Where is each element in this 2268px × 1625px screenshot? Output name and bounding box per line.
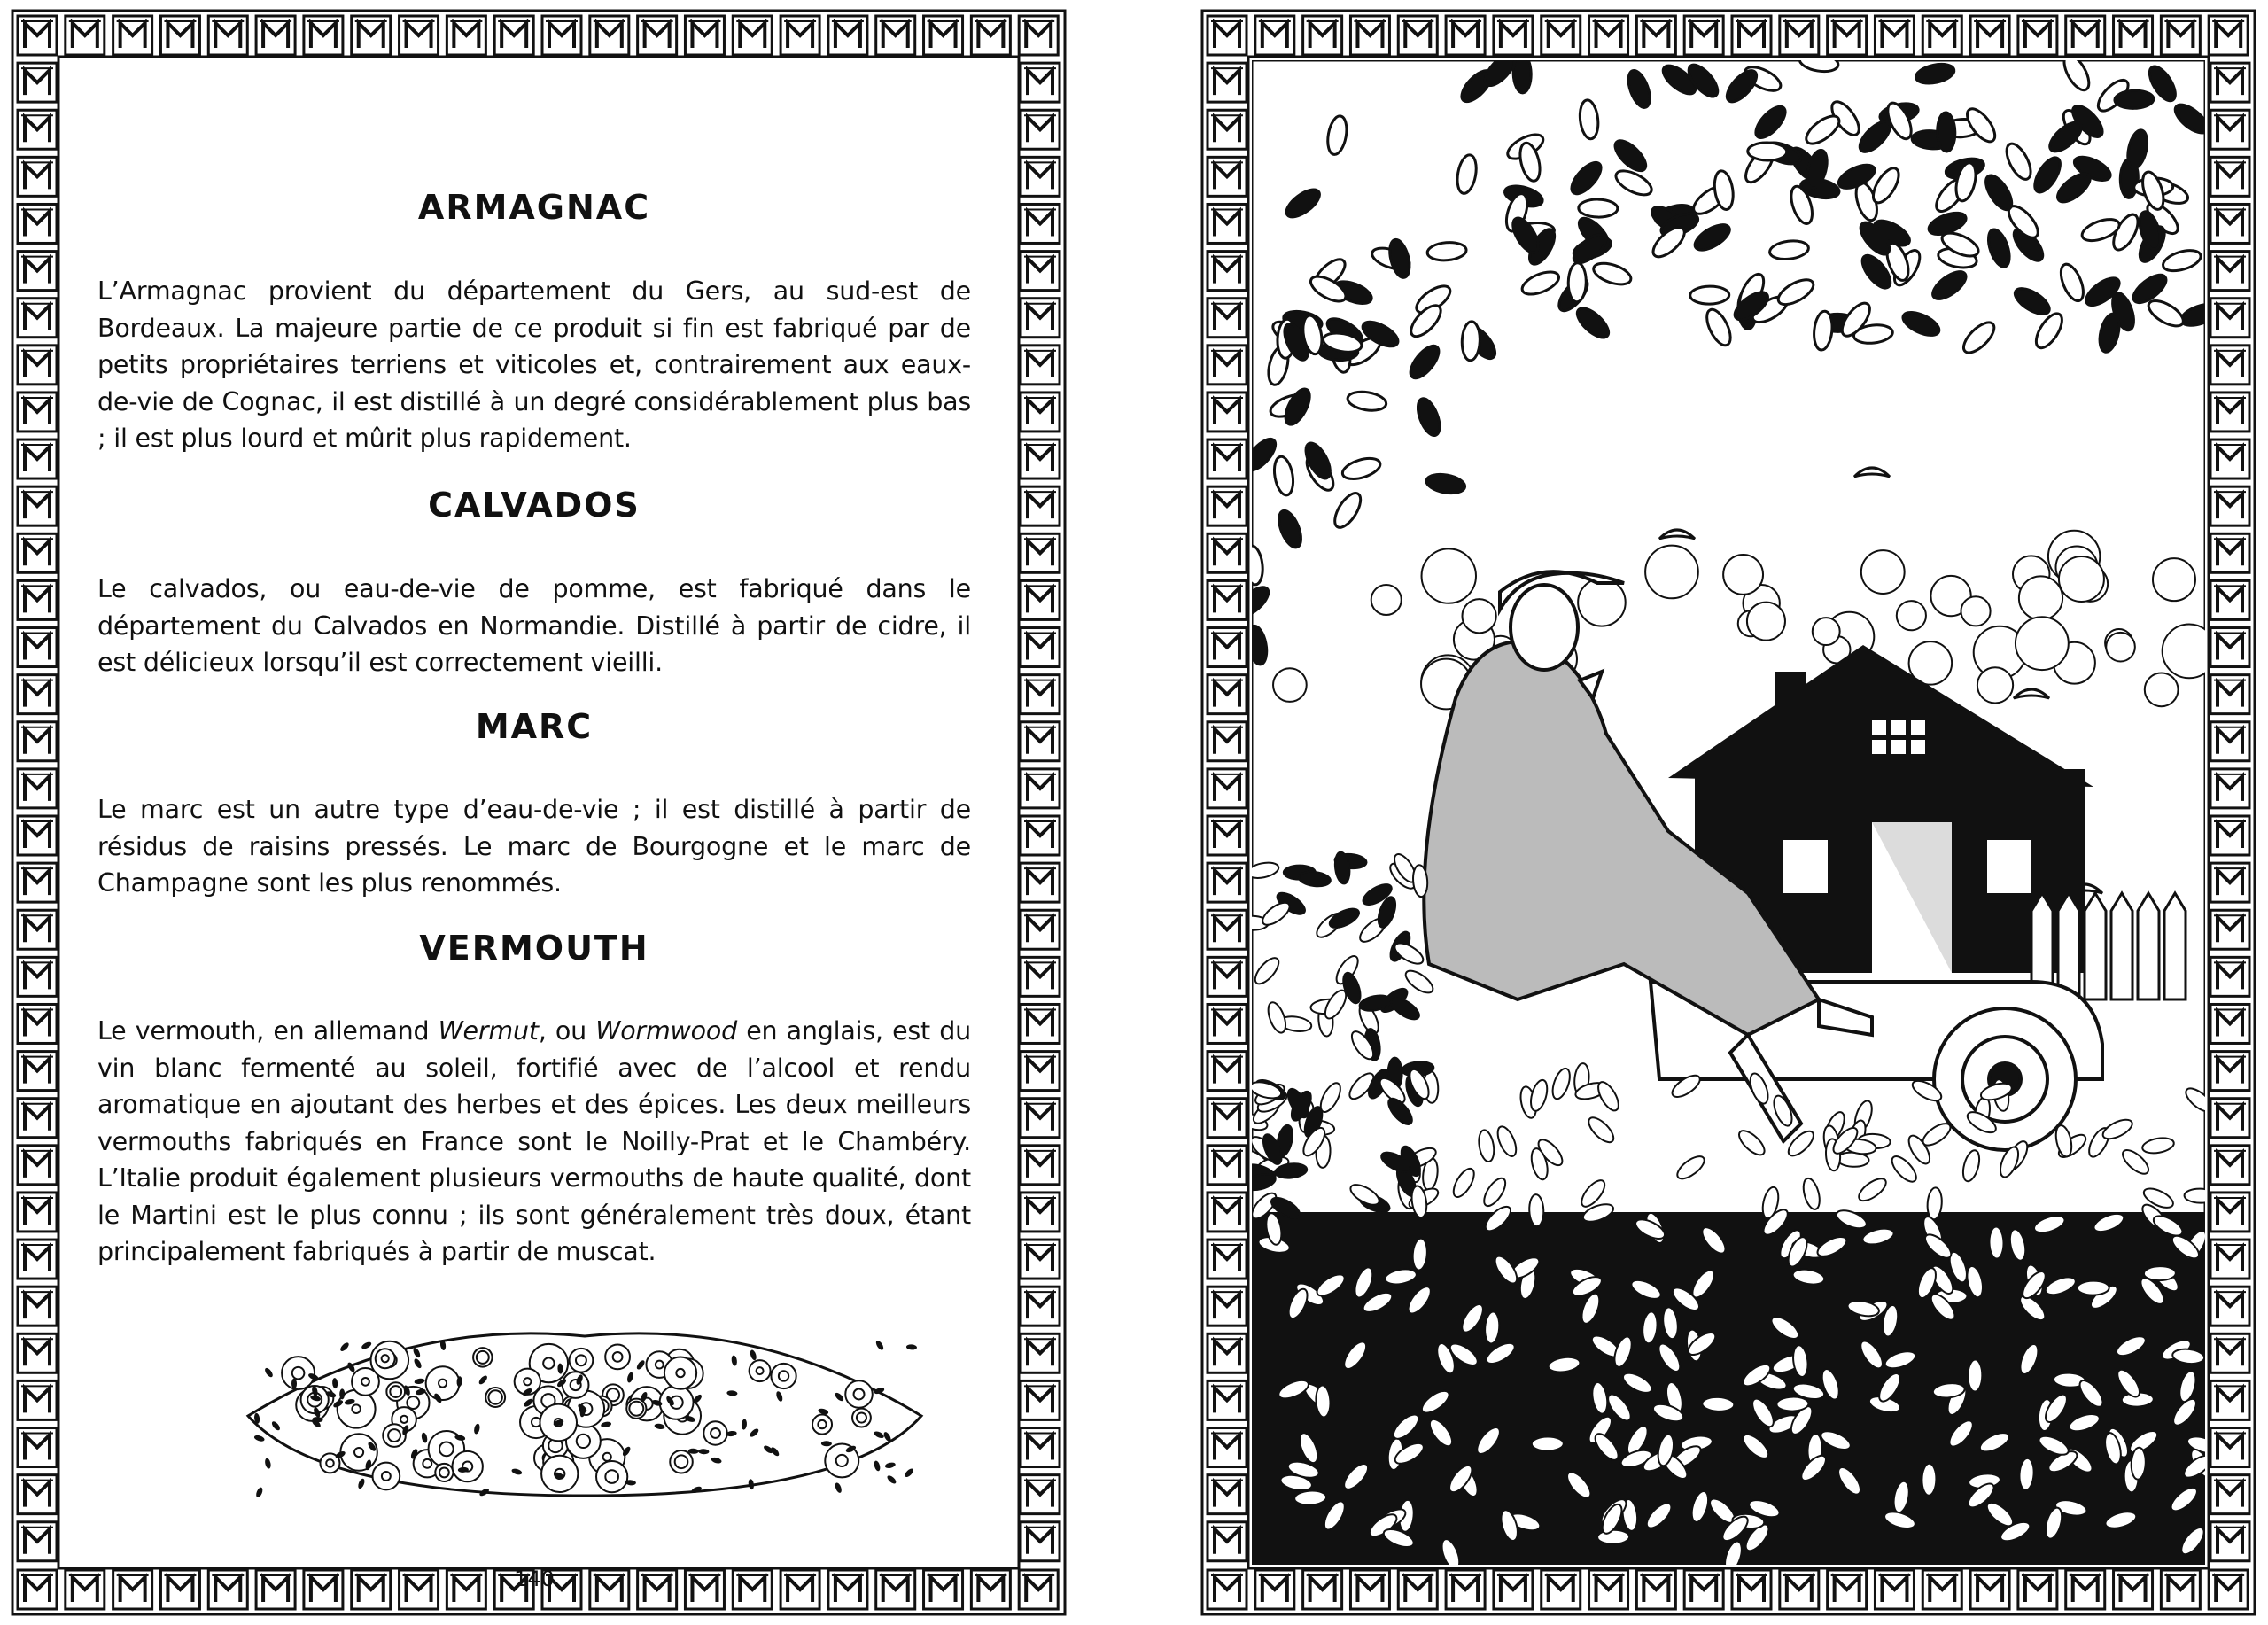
monogram-tile-icon (18, 580, 57, 619)
monogram-tile-icon (1255, 16, 1294, 55)
monogram-tile-icon (494, 16, 533, 55)
monogram-tile-icon (1732, 16, 1771, 55)
monogram-tile-icon (1970, 1570, 2009, 1609)
monogram-tile-icon (160, 16, 199, 55)
monogram-tile-icon (1255, 1570, 1294, 1609)
monogram-tile-icon (1021, 110, 1060, 149)
monogram-tile-icon (18, 1428, 57, 1467)
monogram-tile-icon (66, 16, 105, 55)
left-page (11, 9, 1067, 1616)
monogram-tile-icon (1208, 533, 1247, 572)
monogram-tile-icon (1208, 346, 1247, 385)
monogram-tile-icon (1208, 769, 1247, 808)
monogram-tile-icon (1208, 1052, 1247, 1091)
section-body-marc: Le marc est un autre type d’eau-de-vie ; il est distillé à partir de résidus de raisins pressés. Le marc de Bourgogne et le marc de Champagne sont les plus renommés. (97, 795, 971, 898)
monogram-tile-icon (1922, 16, 1961, 55)
monogram-tile-icon (1208, 1380, 1247, 1419)
monogram-tile-icon (1021, 910, 1060, 949)
monogram-tile-icon (18, 1570, 57, 1609)
vermouth-wormwood-italic: Wormwood (595, 1016, 737, 1046)
monogram-tile-icon (2210, 1004, 2249, 1043)
monogram-tile-icon (1021, 1240, 1060, 1279)
monogram-tile-icon (2210, 816, 2249, 855)
monogram-tile-icon (733, 16, 772, 55)
monogram-tile-icon (447, 16, 485, 55)
monogram-tile-icon (1494, 1570, 1533, 1609)
monogram-tile-icon (1684, 1570, 1723, 1609)
monogram-tile-icon (1303, 16, 1342, 55)
monogram-tile-icon (2114, 16, 2153, 55)
section-body-vermouth (97, 1013, 971, 1271)
monogram-tile-icon (2210, 1240, 2249, 1279)
monogram-tile-icon (1494, 16, 1533, 55)
monogram-tile-icon (1021, 722, 1060, 761)
monogram-tile-icon (1021, 769, 1060, 808)
monogram-tile-icon (542, 16, 581, 55)
monogram-tile-icon (1350, 1570, 1389, 1609)
section-title-armagnac: ARMAGNAC (417, 188, 651, 227)
monogram-tile-icon (1636, 16, 1675, 55)
monogram-tile-icon (1021, 863, 1060, 902)
monogram-tile-icon (1208, 1570, 1247, 1609)
monogram-tile-icon (1970, 16, 2009, 55)
monogram-tile-icon (18, 299, 57, 338)
monogram-tile-icon (18, 439, 57, 478)
monogram-tile-icon (2210, 1099, 2249, 1138)
monogram-tile-icon (18, 1193, 57, 1232)
vermouth-text-1: Le vermouth, en allemand (97, 1016, 439, 1046)
monogram-tile-icon (1542, 16, 1581, 55)
monogram-tile-icon (1208, 957, 1247, 996)
monogram-tile-icon (2210, 769, 2249, 808)
monogram-tile-icon (1021, 157, 1060, 196)
monogram-tile-icon (2210, 1522, 2249, 1561)
monogram-tile-icon (1208, 1287, 1247, 1326)
monogram-tile-icon (2210, 722, 2249, 761)
monogram-tile-icon (2018, 1570, 2057, 1609)
monogram-tile-icon (2210, 1193, 2249, 1232)
monogram-tile-icon (18, 157, 57, 196)
monogram-tile-icon (18, 393, 57, 432)
monogram-tile-icon (971, 1570, 1010, 1609)
monogram-tile-icon (1732, 1570, 1771, 1609)
monogram-tile-icon (1875, 16, 1914, 55)
monogram-tile-icon (2210, 1052, 2249, 1091)
monogram-tile-icon (18, 1099, 57, 1138)
monogram-tile-icon (2210, 1287, 2249, 1326)
monogram-tile-icon (1875, 1570, 1914, 1609)
monogram-tile-icon (2161, 1570, 2200, 1609)
monogram-tile-icon (1208, 439, 1247, 478)
section-title-marc: MARC (475, 707, 594, 746)
monogram-tile-icon (2210, 1333, 2249, 1372)
monogram-tile-icon (2210, 1380, 2249, 1419)
monogram-tile-icon (1021, 252, 1060, 291)
monogram-tile-icon (2210, 628, 2249, 667)
vermouth-text-2: , ou (538, 1016, 596, 1046)
monogram-tile-icon (18, 252, 57, 291)
monogram-tile-icon (2210, 63, 2249, 102)
section-body-armagnac: L’Armagnac provient du département du Gers, au sud-est de Bordeaux. La majeure partie de ce produit si fin est fabriqué par de petits propriétaires terriens et viticoles et, contrairement aux eaux-de-vie de Cognac, il est distillé à un degré considérablement plus bas ; il est plus lourd et mûrit plus rapidement. (97, 276, 971, 453)
monogram-tile-icon (971, 16, 1010, 55)
monogram-tile-icon (1350, 16, 1389, 55)
monogram-tile-icon (1446, 16, 1485, 55)
monogram-tile-icon (1398, 1570, 1437, 1609)
monogram-tile-icon (1021, 816, 1060, 855)
monogram-tile-icon (18, 675, 57, 714)
monogram-tile-icon (18, 1146, 57, 1185)
monogram-tile-icon (590, 16, 629, 55)
monogram-tile-icon (18, 533, 57, 572)
monogram-tile-icon (18, 16, 57, 55)
monogram-tile-icon (1208, 299, 1247, 338)
rose-bush-icon (230, 1283, 939, 1513)
monogram-tile-icon (1922, 1570, 1961, 1609)
monogram-tile-icon (208, 16, 247, 55)
section-title-vermouth: VERMOUTH (419, 929, 649, 968)
monogram-tile-icon (113, 16, 152, 55)
monogram-tile-icon (18, 1475, 57, 1514)
monogram-tile-icon (2210, 580, 2249, 619)
monogram-tile-icon (2018, 16, 2057, 55)
monogram-tile-icon (18, 769, 57, 808)
monogram-tile-icon (1208, 486, 1247, 525)
monogram-tile-icon (2210, 1428, 2249, 1467)
monogram-tile-icon (1208, 863, 1247, 902)
monogram-tile-icon (638, 16, 677, 55)
monogram-tile-icon (1208, 110, 1247, 149)
monogram-tile-icon (1021, 1380, 1060, 1419)
monogram-tile-icon (1446, 1570, 1485, 1609)
monogram-tile-icon (400, 16, 439, 55)
monogram-tile-icon (2210, 346, 2249, 385)
monogram-tile-icon (1208, 157, 1247, 196)
monogram-tile-icon (18, 204, 57, 243)
monogram-tile-icon (2210, 157, 2249, 196)
monogram-tile-icon (828, 16, 867, 55)
monogram-tile-icon (1303, 1570, 1342, 1609)
monogram-tile-icon (18, 346, 57, 385)
monogram-tile-icon (1542, 1570, 1581, 1609)
monogram-tile-icon (1208, 204, 1247, 243)
monogram-tile-icon (1021, 1333, 1060, 1372)
monogram-tile-icon (1208, 675, 1247, 714)
monogram-tile-icon (1208, 722, 1247, 761)
monogram-tile-icon (1208, 1522, 1247, 1561)
monogram-tile-icon (2210, 439, 2249, 478)
monogram-tile-icon (1208, 816, 1247, 855)
monogram-tile-icon (352, 16, 391, 55)
monogram-tile-icon (2210, 910, 2249, 949)
monogram-tile-icon (1021, 1193, 1060, 1232)
monogram-tile-icon (1019, 16, 1058, 55)
monogram-tile-icon (2161, 16, 2200, 55)
monogram-tile-icon (1208, 1193, 1247, 1232)
monogram-tile-icon (2114, 1570, 2153, 1609)
monogram-tile-icon (1828, 1570, 1867, 1609)
monogram-tile-icon (1208, 1099, 1247, 1138)
section-title-calvados: CALVADOS (428, 486, 641, 525)
monogram-tile-icon (1019, 1570, 1058, 1609)
monogram-tile-icon (18, 1004, 57, 1043)
monogram-tile-icon (1021, 486, 1060, 525)
monogram-tile-icon (18, 628, 57, 667)
monogram-tile-icon (2210, 393, 2249, 432)
monogram-tile-icon (1021, 1004, 1060, 1043)
monogram-tile-icon (924, 16, 963, 55)
monogram-tile-icon (1021, 346, 1060, 385)
monogram-tile-icon (18, 957, 57, 996)
monogram-tile-icon (1021, 393, 1060, 432)
monogram-tile-icon (1021, 1052, 1060, 1091)
monogram-tile-icon (2210, 1146, 2249, 1185)
monogram-tile-icon (1208, 1333, 1247, 1372)
monogram-tile-icon (1021, 1522, 1060, 1561)
monogram-tile-icon (18, 63, 57, 102)
monogram-tile-icon (1780, 16, 1819, 55)
monogram-tile-icon (2210, 299, 2249, 338)
monogram-tile-icon (1780, 1570, 1819, 1609)
section-body-calvados: Le calvados, ou eau-de-vie de pomme, est fabriqué dans le département du Calvados en Normandie. Distillé à partir de cidre, il est délicieux lorsqu’il est correctement vieilli. (97, 574, 971, 677)
monogram-tile-icon (18, 1333, 57, 1372)
monogram-tile-icon (1208, 1475, 1247, 1514)
monogram-tile-icon (1021, 580, 1060, 619)
monogram-tile-icon (18, 110, 57, 149)
monogram-tile-icon (18, 1287, 57, 1326)
monogram-tile-icon (2209, 16, 2248, 55)
monogram-tile-icon (781, 16, 819, 55)
monogram-tile-icon (18, 863, 57, 902)
monogram-tile-icon (1828, 16, 1867, 55)
monogram-tile-icon (1208, 628, 1247, 667)
monogram-tile-icon (1208, 1240, 1247, 1279)
monogram-tile-icon (1636, 1570, 1675, 1609)
monogram-tile-icon (18, 816, 57, 855)
monogram-tile-icon (1589, 1570, 1628, 1609)
monogram-tile-icon (685, 16, 724, 55)
monogram-tile-icon (1021, 533, 1060, 572)
monogram-tile-icon (1208, 16, 1247, 55)
vermouth-wermut-italic: Wermut (438, 1016, 539, 1046)
monogram-tile-icon (1208, 252, 1247, 291)
monogram-tile-icon (1589, 16, 1628, 55)
monogram-tile-icon (18, 1052, 57, 1091)
monogram-tile-icon (2210, 486, 2249, 525)
monogram-tile-icon (18, 910, 57, 949)
monogram-tile-icon (1208, 1146, 1247, 1185)
monogram-tile-icon (1021, 1287, 1060, 1326)
monogram-tile-icon (1208, 580, 1247, 619)
monogram-tile-icon (1021, 675, 1060, 714)
monogram-tile-icon (2066, 16, 2105, 55)
garden-scene-illustration-icon (1252, 60, 2205, 1565)
monogram-tile-icon (18, 486, 57, 525)
monogram-tile-icon (1208, 1004, 1247, 1043)
monogram-tile-icon (2210, 1475, 2249, 1514)
monogram-tile-icon (304, 16, 343, 55)
monogram-tile-icon (1021, 63, 1060, 102)
monogram-tile-icon (1208, 1428, 1247, 1467)
right-page (1200, 9, 2256, 1616)
monogram-tile-icon (1021, 1475, 1060, 1514)
monogram-tile-icon (256, 16, 295, 55)
monogram-tile-icon (1021, 439, 1060, 478)
monogram-tile-icon (18, 1522, 57, 1561)
monogram-tile-icon (2210, 957, 2249, 996)
monogram-tile-icon (1684, 16, 1723, 55)
monogram-tile-icon (1208, 393, 1247, 432)
monogram-tile-icon (1021, 1146, 1060, 1185)
monogram-tile-icon (2066, 1570, 2105, 1609)
monogram-tile-icon (1021, 957, 1060, 996)
page-number: 140 (514, 1567, 555, 1591)
monogram-tile-icon (2210, 533, 2249, 572)
monogram-tile-icon (1021, 1099, 1060, 1138)
monogram-tile-icon (1021, 299, 1060, 338)
monogram-tile-icon (2210, 110, 2249, 149)
monogram-tile-icon (876, 16, 915, 55)
monogram-tile-icon (18, 1380, 57, 1419)
monogram-tile-icon (1398, 16, 1437, 55)
monogram-tile-icon (1021, 1428, 1060, 1467)
monogram-tile-icon (2210, 863, 2249, 902)
monogram-tile-icon (1208, 910, 1247, 949)
vermouth-text-3: en anglais, est du vin blanc fermenté au soleil, fortifié avec de l’alcool et rendu aromatique en ajoutant des herbes et des épices. Les deux meilleurs vermouths fabriqués en France sont le Noilly-Prat et le Chambéry. L’Italie produit également plusieurs vermouths de haute qualité, dont le Martini est le plus connu ; ils sont généralement très doux, étant principalement fabriqués à partir de muscat. (97, 1016, 972, 1266)
monogram-tile-icon (1021, 628, 1060, 667)
monogram-tile-icon (18, 1240, 57, 1279)
monogram-tile-icon (18, 722, 57, 761)
monogram-tile-icon (2210, 252, 2249, 291)
monogram-tile-icon (1021, 204, 1060, 243)
monogram-tile-icon (2210, 675, 2249, 714)
monogram-tile-icon (1208, 63, 1247, 102)
monogram-tile-icon (2210, 204, 2249, 243)
monogram-tile-icon (2209, 1570, 2248, 1609)
